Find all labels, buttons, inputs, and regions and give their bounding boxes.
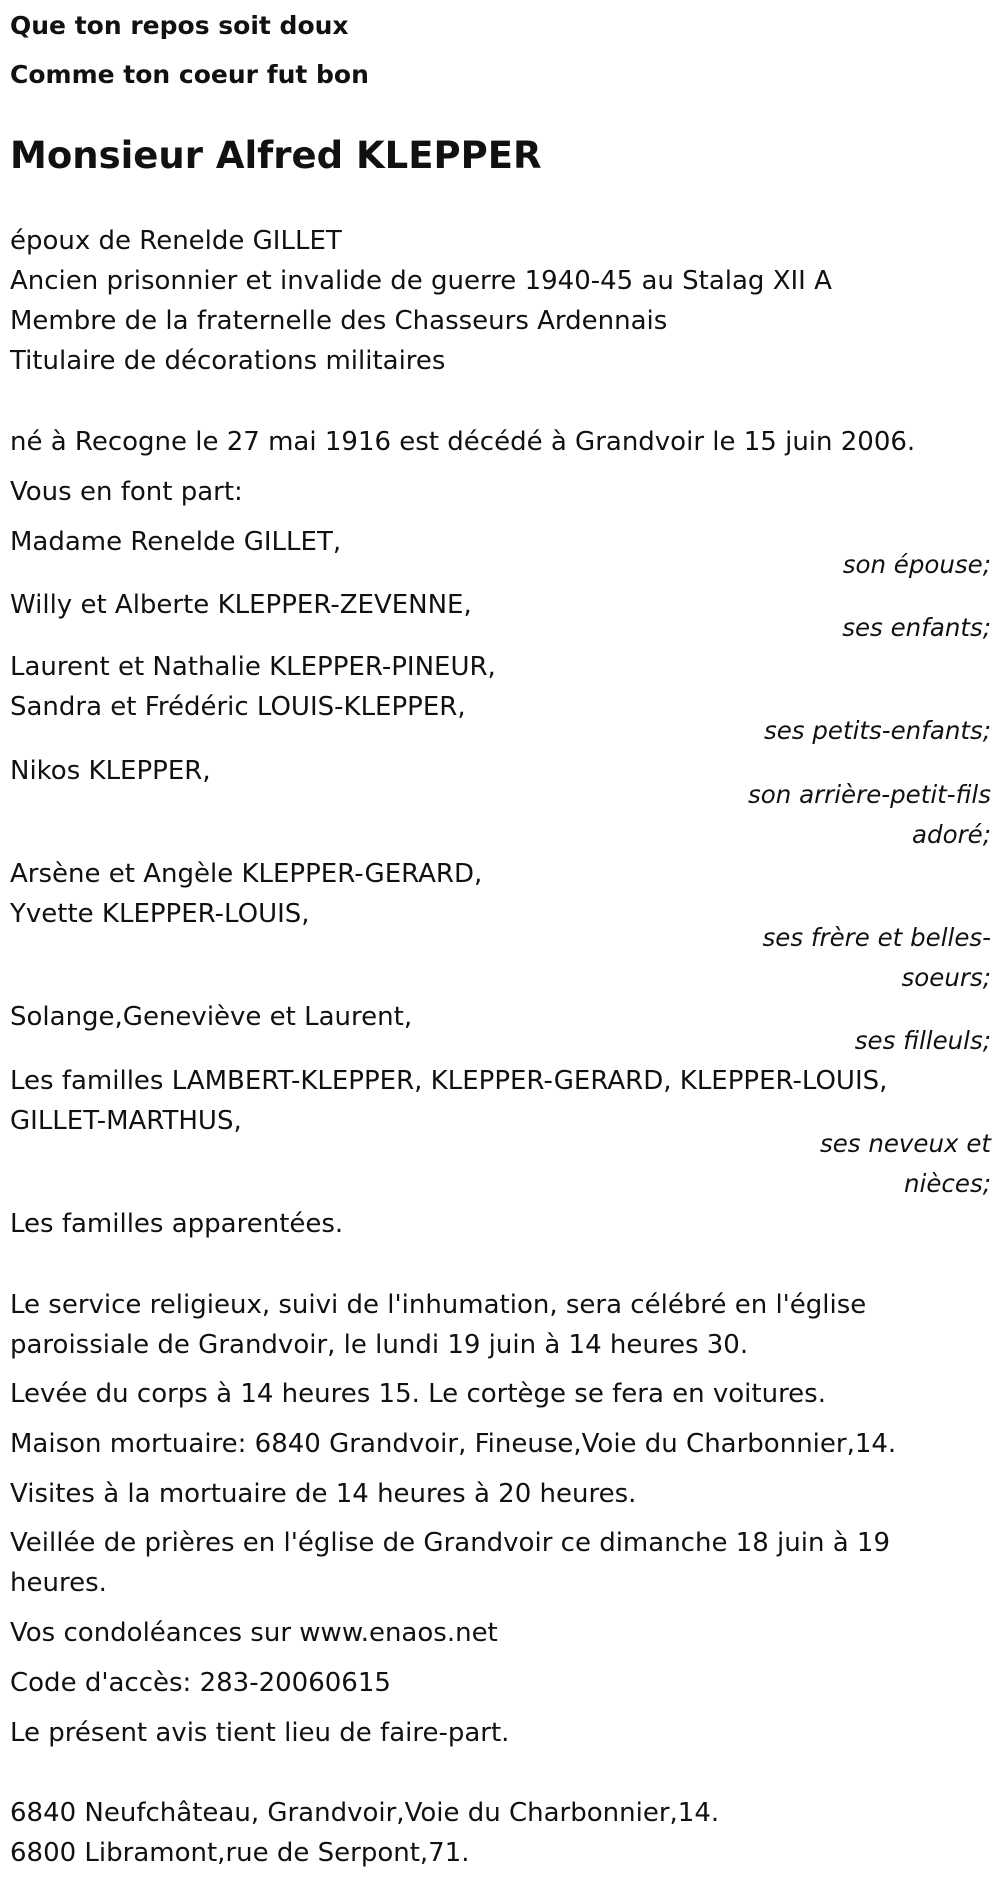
family-name: Arsène et Angèle KLEPPER-GERARD,	[10, 859, 483, 889]
title-decorations: Titulaire de décorations militaires	[10, 346, 446, 376]
family-relation: son épouse;	[842, 550, 991, 579]
family-relation: adoré;	[912, 820, 991, 849]
mortuary-address: Maison mortuaire: 6840 Grandvoir, Fineuse,Voie du Charbonnier,14.	[10, 1429, 897, 1459]
family-name: Sandra et Frédéric LOUIS-KLEPPER,	[10, 692, 466, 722]
visiting-hours: Visites à la mortuaire de 14 heures à 20 heures.	[10, 1479, 637, 1509]
family-name: Willy et Alberte KLEPPER-ZEVENNE,	[10, 590, 472, 620]
address-line-1: 6840 Neufchâteau, Grandvoir,Voie du Charbonnier,14.	[10, 1798, 720, 1828]
family-relation: ses frère et belles-	[762, 923, 991, 952]
motto-line-2: Comme ton coeur fut bon	[10, 60, 369, 89]
family-name: Madame Renelde GILLET,	[10, 527, 342, 557]
deceased-name: Monsieur Alfred KLEPPER	[10, 134, 542, 177]
service-line-2: paroissiale de Grandvoir, le lundi 19 juin à 14 heures 30.	[10, 1330, 749, 1360]
service-line-1: Le service religieux, suivi de l'inhumation, sera célébré en l'église	[10, 1290, 867, 1320]
notice-text: Le présent avis tient lieu de faire-part.	[10, 1718, 510, 1748]
family-relation: nièces;	[904, 1169, 991, 1198]
family-relation: ses filleuls;	[854, 1026, 991, 1055]
birth-death-line: né à Recogne le 27 mai 1916 est décédé à Grandvoir le 15 juin 2006.	[10, 427, 916, 457]
title-prisoner: Ancien prisonnier et invalide de guerre 1940-45 au Stalag XII A	[10, 266, 832, 296]
family-name: GILLET-MARTHUS,	[10, 1106, 242, 1136]
title-membership: Membre de la fraternelle des Chasseurs Ardennais	[10, 306, 668, 336]
family-relation: soeurs;	[901, 963, 991, 992]
motto-line-1: Que ton repos soit doux	[10, 11, 349, 40]
family-name: Nikos KLEPPER,	[10, 756, 211, 786]
family-relation: ses neveux et	[819, 1129, 991, 1158]
family-relation: ses enfants;	[842, 613, 991, 642]
family-relation: son arrière-petit-fils	[748, 780, 991, 809]
family-relation: ses petits-enfants;	[763, 716, 991, 745]
announcement-intro: Vous en font part:	[10, 477, 243, 507]
related-families: Les familles apparentées.	[10, 1209, 344, 1239]
access-code: Code d'accès: 283-20060615	[10, 1668, 391, 1698]
vigil-line-1: Veillée de prières en l'église de Grandvoir ce dimanche 18 juin à 19	[10, 1528, 891, 1558]
family-name: Yvette KLEPPER-LOUIS,	[10, 899, 310, 929]
family-name: Laurent et Nathalie KLEPPER-PINEUR,	[10, 652, 496, 682]
vigil-line-2: heures.	[10, 1568, 107, 1598]
title-spouse: époux de Renelde GILLET	[10, 226, 342, 256]
condolences-link: Vos condoléances sur www.enaos.net	[10, 1618, 498, 1648]
family-name: Les familles LAMBERT-KLEPPER, KLEPPER-GERARD, KLEPPER-LOUIS,	[10, 1066, 888, 1096]
procession-info: Levée du corps à 14 heures 15. Le cortège se fera en voitures.	[10, 1379, 826, 1409]
address-line-2: 6800 Libramont,rue de Serpont,71.	[10, 1838, 470, 1868]
family-name: Solange,Geneviève et Laurent,	[10, 1002, 413, 1032]
